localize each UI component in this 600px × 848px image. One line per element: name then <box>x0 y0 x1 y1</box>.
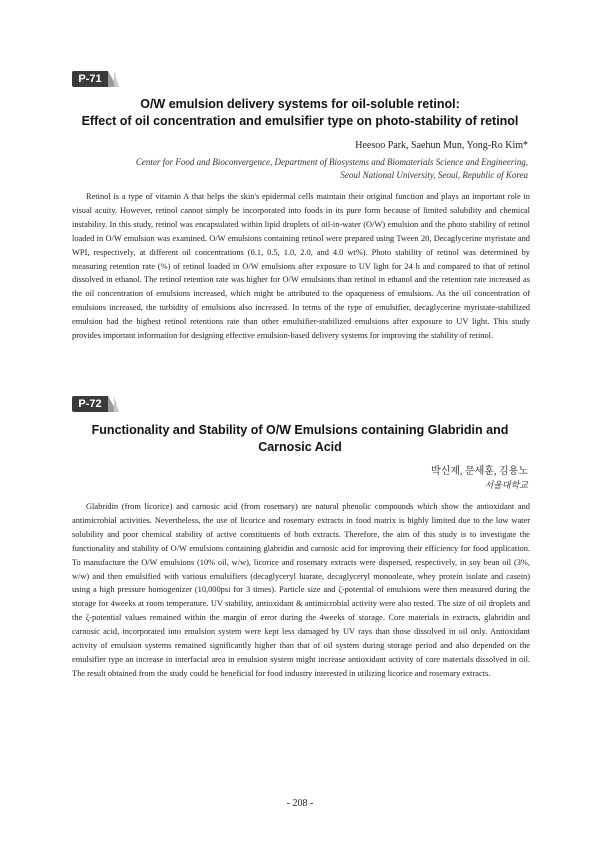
abstract-body-p71: Retinol is a type of vitamin A that helps the skin's epidermal cells maintain their original function and plays an important role in visual acuity. However, retinol cannot simply be incorporated into foods in its pure form because of limited solubility and chemical instability. In this study, retinol was encapsulated within lipid droplets of oil-in-water (O/W) emulsion and the photo stability of retinol loaded in O/W emulsion was examined. O/W emulsions containing retinol were prepared using Tween 20, Decaglycerine myristate and WPI, respectively, at different oil concentrations (0.1, 0.5, 1.0, 2.0, and 4.0 wt%). Photo stability of retinol was determined by measuring retention rate (%) of retinol loaded in O/W emulsions after exposure to UV light for 24 h and compared to that of retinol dissolved in ethanol. The retinol retention rate was higher for O/W emulsions than retinol in ethanol and the retention rate increased as the oil concentration of emulsions increased, which might be attributed to the opaqueness of emulsions. As the oil concentration of emulsions increased, the turbidity of emulsions also increased. In terms of the type of emulsifier, decaglycerine myristate-stabilized emulsion had the highest retinol retentions rate than other emulsifier-stabilized emulsions after exposure to UV light. This study provides important information for designing effective emulsion-based delivery systems for improving the stability of retinol. <box>72 192 530 341</box>
title-line: Effect of oil concentration and emulsifier type on photo-stability of retinol <box>81 114 519 128</box>
title-line: Carnosic Acid <box>258 440 342 454</box>
abstract-badge-p71 <box>72 71 120 87</box>
abstract-badge-p72 <box>72 396 120 412</box>
badge-stripe <box>114 396 119 412</box>
title-line: Functionality and Stability of O/W Emulsions containing Glabridin and <box>91 423 509 437</box>
badge-label: P-72 <box>72 396 108 412</box>
badge-label: P-71 <box>72 71 108 87</box>
abstract-body-p72: Glabridin (from licorice) and carnosic acid (from rosemary) are natural phenolic compounds which show the antioxidant and antimicrobial activities. Nevertheless, the use of licorice and rosemary extracts in food matrix is highly limited due to the low water solubility and poor chemical stability of active constituents of both extracts. Therefore, the aim of this study is to investigate the functionality and stability of O/W emulsions containing glabridin and carnosic acid for improving their efficiency for food application. To manufacture the O/W emulsions (10% oil, w/w), licorice and rosemary extracts were dispersed, respectively, in soy bean oil (3%, w/w) and then emulsified with various emulsifiers (decaglyceryl luarate, decaglyceryl monooleate, whey protein isolate and casein) using a high pressure homogenizer (10,000psi for 3 times). Particle size and ζ-potential of emulsions were then measured during the storage for 4weeks at room temperature. UV stability, antioxidant & antimicrobial activity were also tested. The size of oil droplets and the ζ-potential values remained within the margin of error during the 4weeks of storage. Core materials in extracts, glabridin and carnosic acid, incorporated into emulsion system were kept less damaged by UV rays than those dissolved in oil only. Antioxidant activity of emulsion systems remained significantly higher than that of oil system during storage period and also depended on the emulsifier type an increase in interfacial area in emulsion system might increase antioxidant activity of core materials dissolved in oil. The result obtained from the study could be beneficial for food industry interested in utilizing licorice and rosemary extracts. <box>72 502 530 678</box>
authors-p71: Heesoo Park, Saehun Mun, Yong-Ro Kim* <box>355 140 528 151</box>
affiliation-p72: 서울대학교 <box>484 480 528 490</box>
badge-stripe <box>114 71 119 87</box>
paper-title-p72 <box>40 422 560 456</box>
paper-title-p71 <box>40 96 560 130</box>
affiliation-line: Center for Food and Bioconvergence, Department of Biosystems and Biomaterials Science and Engineering, <box>135 157 528 167</box>
title-line: O/W emulsion delivery systems for oil-soluble retinol: <box>140 97 460 111</box>
authors-p72: 박신제, 문세훈, 김용노 <box>431 466 528 477</box>
affiliation-p71 <box>68 156 528 181</box>
page-number: - 208 - <box>286 798 314 809</box>
affiliation-line: Seoul National University, Seoul, Republic of Korea <box>340 169 528 180</box>
